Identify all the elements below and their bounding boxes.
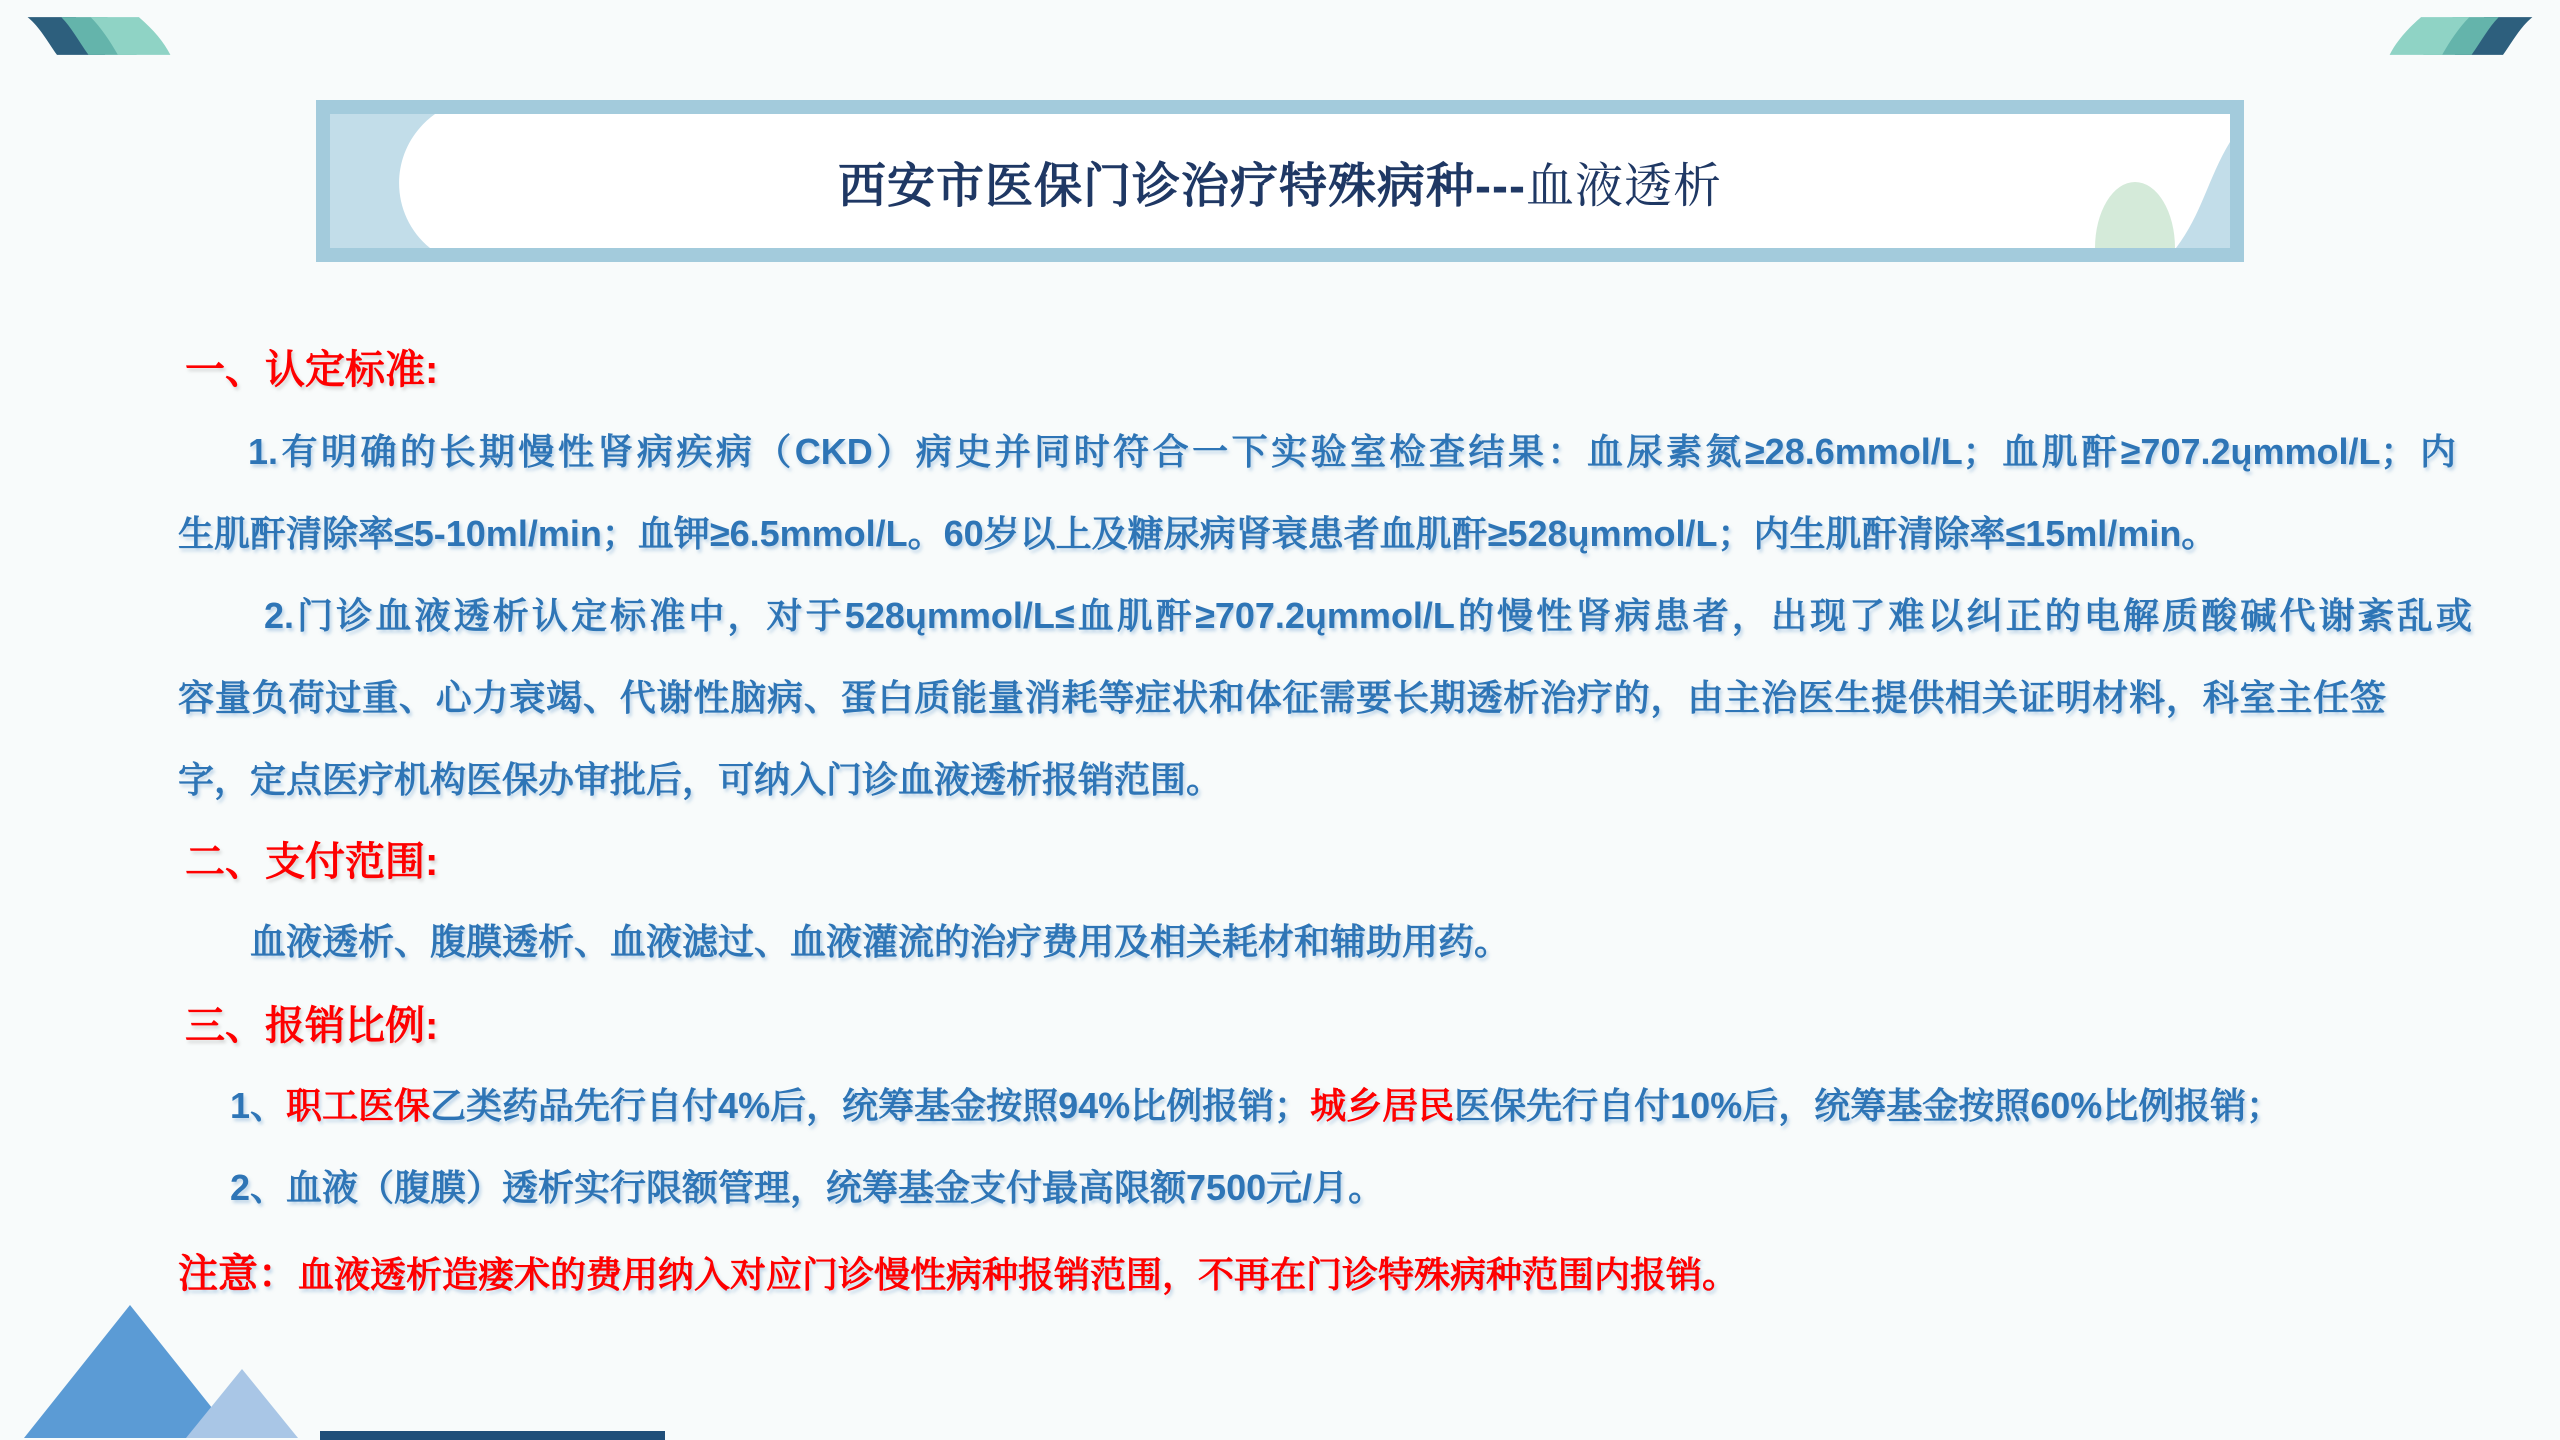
- section-2-line: 血液透析、腹膜透析、血液滤过、血液灌流的治疗费用及相关耗材和辅助用药。: [250, 921, 1511, 962]
- section-1-line-5: 字，定点医疗机构医保办审批后，可纳入门诊血液透析报销范围。: [178, 759, 1223, 800]
- page-title: [330, 114, 2230, 248]
- item1-resident-detail: 医保先行自付10%后，统筹基金按照60%比例报销；: [1454, 1085, 2283, 1126]
- section-1-line-1: 1.有明确的长期慢性肾病疾病（CKD）病史并同时符合一下实验室检查结果：血尿素氮≥28.6mmol/L；血肌酐≥707.2ųmmol/L；内: [248, 431, 2456, 472]
- item1-employee-insurance: 职工医保: [286, 1085, 431, 1126]
- section-1-line-2: 生肌酐清除率≤5-10ml/min；血钾≥6.5mmol/L。60岁以上及糖尿病肾衰患者血肌酐≥528ųmmol/L；内生肌酐清除率≤15ml/min。: [178, 513, 2218, 554]
- note-label: 注意：: [178, 1252, 298, 1296]
- section-3-item-2: 2、血液（腹膜）透析实行限额管理，统筹基金支付最高限额7500元/月。: [230, 1167, 1385, 1208]
- section-2-heading: 二、支付范围:: [185, 840, 439, 884]
- corner-ribbon-top-right-icon: [2386, 15, 2536, 57]
- section-1-heading: 一、认定标准:: [185, 348, 439, 392]
- section-1-line-3: 2.门诊血液透析认定标准中，对于528ųmmol/L≤血肌酐≥707.2ųmmol/L的慢性肾病患者，出现了难以纠正的电解质酸碱代谢紊乱或: [264, 595, 2472, 636]
- note-text: 血液透析造瘘术的费用纳入对应门诊慢性病种报销范围，不再在门诊特殊病种范围内报销。: [298, 1254, 1739, 1295]
- section-3-heading: 三、报销比例:: [185, 1004, 439, 1048]
- page-title-suffix: 血液透析: [1525, 159, 1722, 213]
- section-3-item-1: [178, 1078, 2438, 1129]
- item1-resident-insurance: 城乡居民: [1310, 1085, 1455, 1126]
- page-title-main: 西安市医保门诊治疗特殊病种---: [838, 159, 1526, 213]
- section-1-line-4: 容量负荷过重、心力衰竭、代谢性脑病、蛋白质能量消耗等症状和体征需要长期透析治疗的，由主治医生提供相关证明材料，科室主任签: [178, 677, 2386, 718]
- corner-ribbon-top-left-icon: [24, 15, 174, 57]
- item1-employee-detail: 乙类药品先行自付4%后，统筹基金按照94%比例报销；: [430, 1085, 1311, 1126]
- title-box: [316, 100, 2244, 262]
- note-line: [178, 1242, 2386, 1299]
- bottom-navy-bar: [320, 1431, 665, 1440]
- mountain-decoration-icon: [18, 1303, 308, 1438]
- item1-number: 1、: [230, 1085, 287, 1126]
